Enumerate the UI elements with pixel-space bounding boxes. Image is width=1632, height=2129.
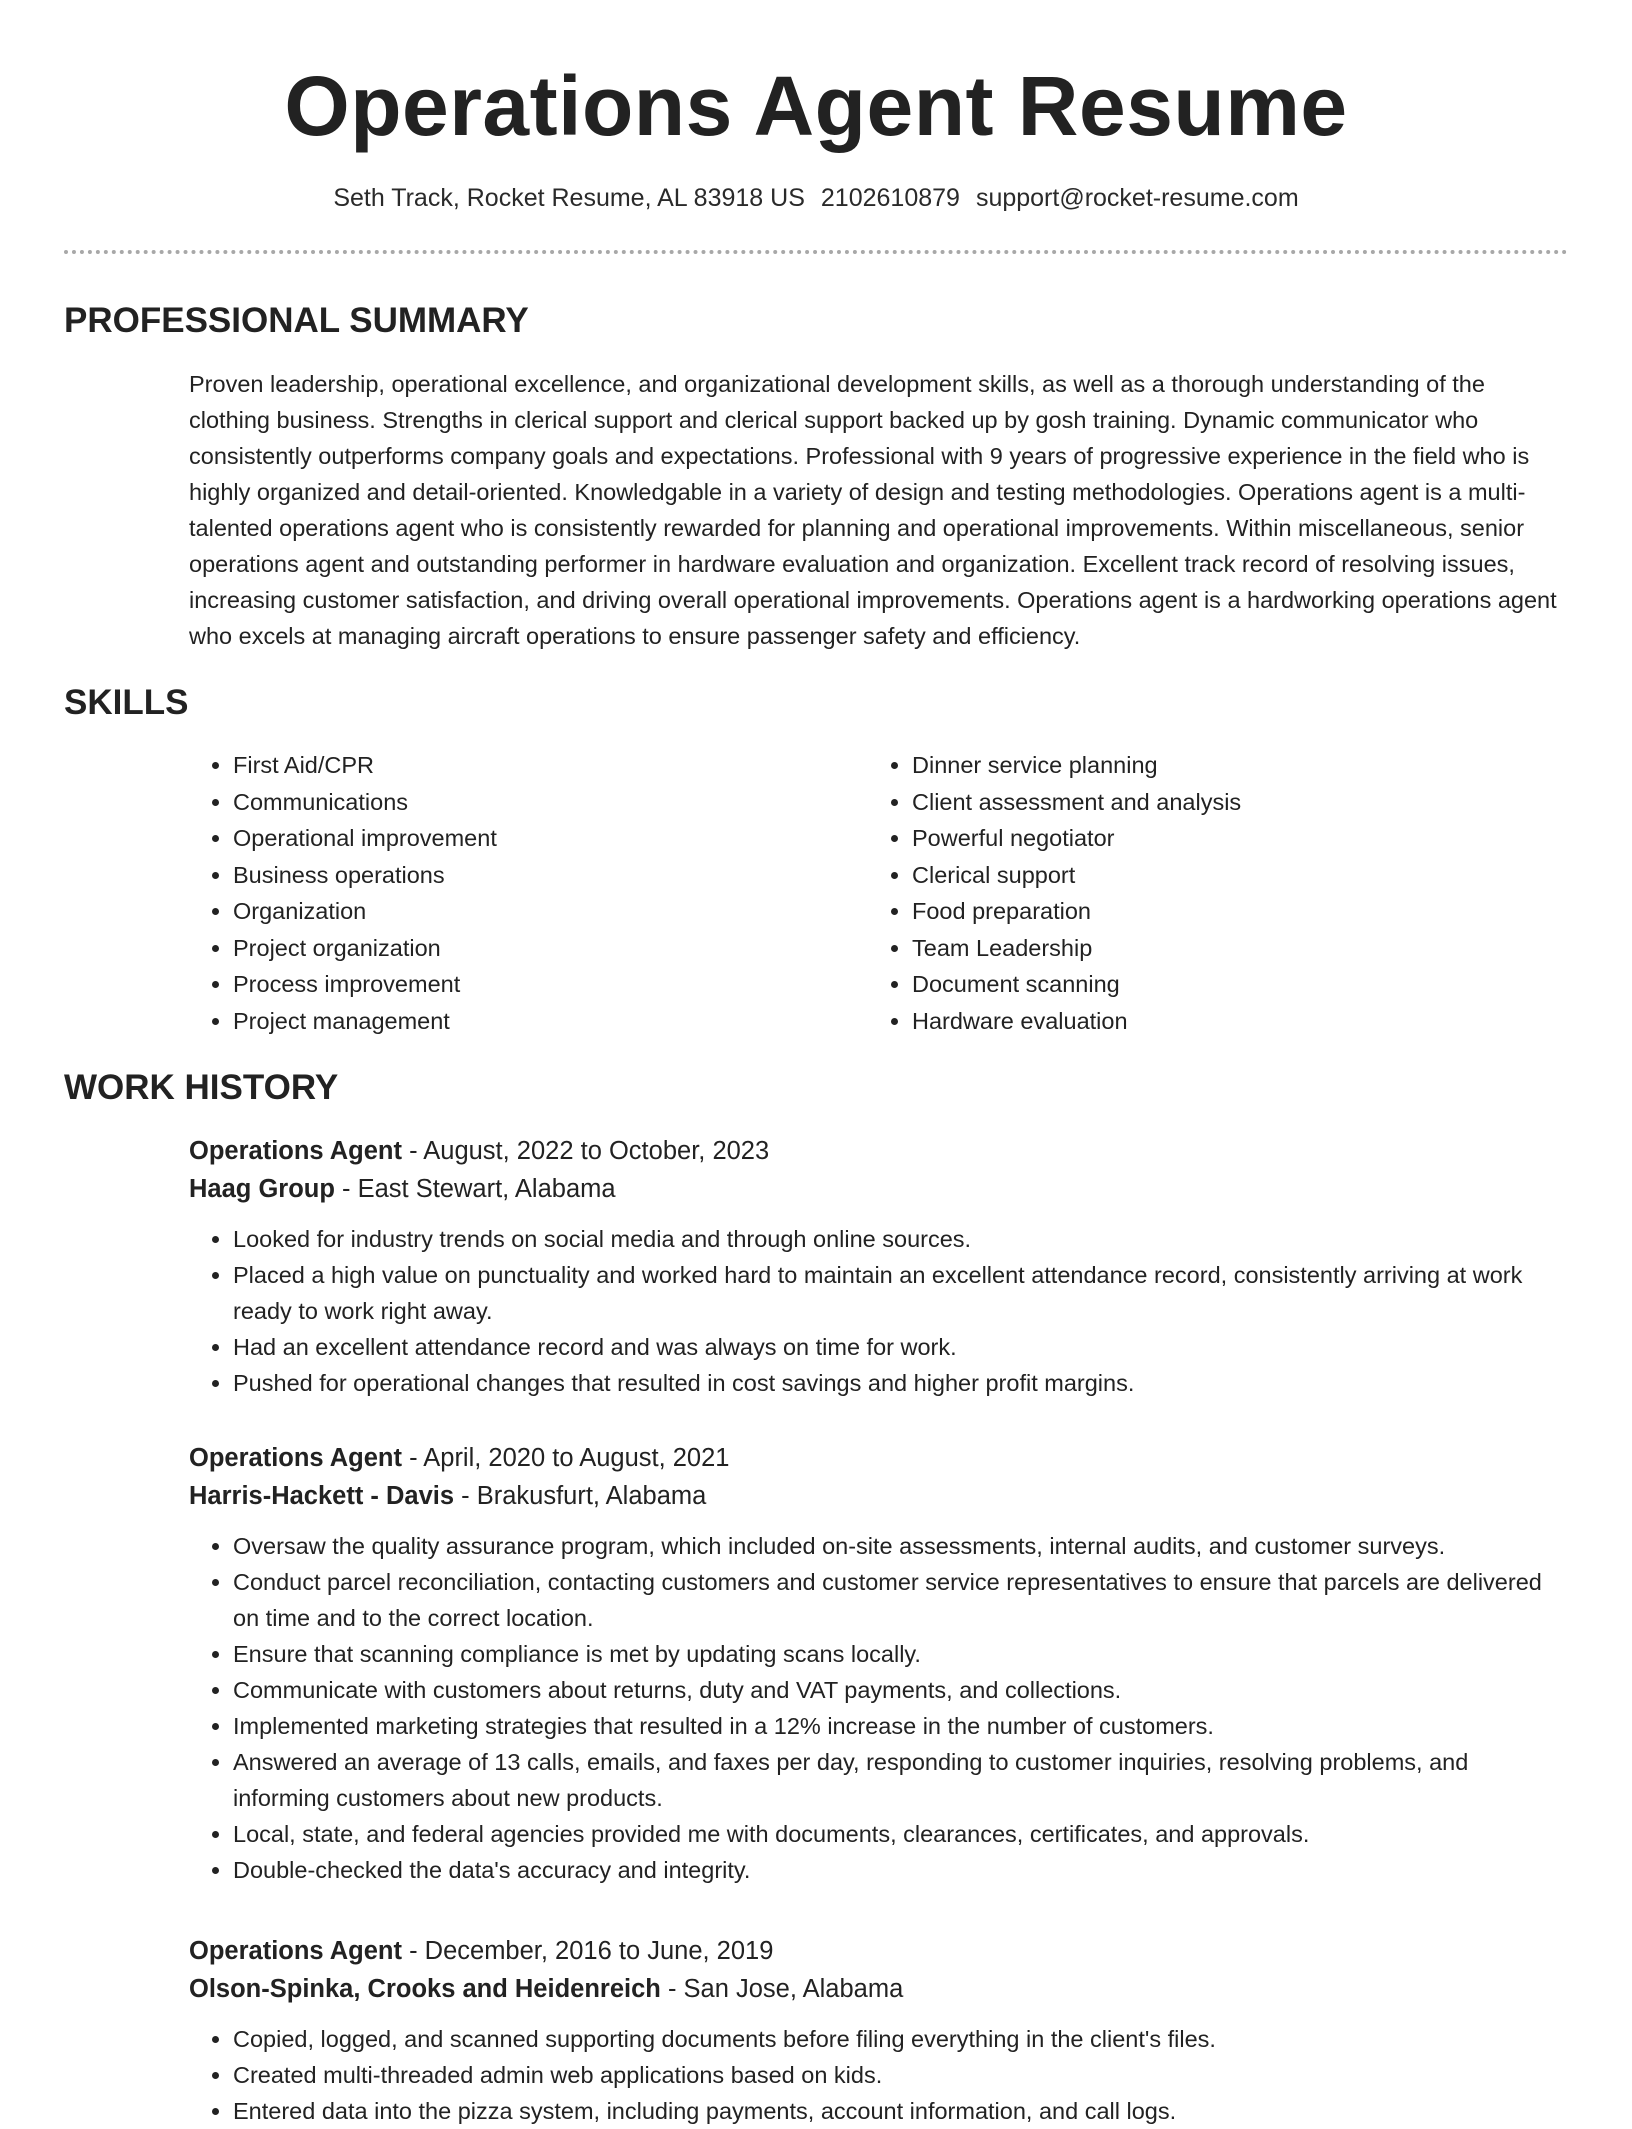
contact-email: support@rocket-resume.com — [975, 184, 1299, 212]
job-bullet: • Oversaw the quality assurance program, which included on-site assessments, internal audits, and customer surveys. — [233, 1528, 1569, 1564]
job-company-line — [189, 1477, 1569, 1515]
skill-item: • Project organization — [233, 930, 833, 967]
job-bullet: • Created multi-threaded admin web applications based on kids. — [233, 2057, 1569, 2093]
job-bullet: • Local, state, and federal agencies provided me with documents, clearances, certificates, and approvals. — [233, 1816, 1569, 1852]
skill-item: • Powerful negotiator — [912, 820, 1552, 857]
job-company: Harris-Hackett - Davis — [189, 1482, 455, 1510]
job-company: Olson-Spinka, Crooks and Heidenreich — [189, 1975, 661, 2003]
skill-item: • First Aid/CPR — [233, 747, 833, 784]
job-bullet: • Conduct parcel reconciliation, contacting customers and customer service representatives to ensure that parcels are delivered on time and to the correct location. — [233, 1564, 1569, 1636]
job-dates: - December, 2016 to June, 2019 — [402, 1937, 774, 1965]
contact-phone: 2102610879 — [820, 184, 960, 212]
job-bullet: • Implemented marketing strategies that resulted in a 12% increase in the number of customers. — [233, 1708, 1569, 1744]
job-bullet: • Answered an average of 13 calls, emails, and faxes per day, responding to customer inquiries, resolving problems, and informing customers about new products. — [233, 1744, 1569, 1816]
skill-item: • Organization — [233, 893, 833, 930]
job-bullet: • Communicate with customers about returns, duty and VAT payments, and collections. — [233, 1672, 1569, 1708]
job-bullet: • Copied, logged, and scanned supporting documents before filing everything in the client's files. — [233, 2021, 1569, 2057]
skill-item: • Document scanning — [912, 966, 1552, 1003]
job-entry — [189, 1932, 1569, 2129]
skill-item: • Process improvement — [233, 966, 833, 1003]
job-title: Operations Agent — [189, 1137, 402, 1165]
job-entry — [189, 1439, 1569, 1888]
skills-list-right — [868, 747, 1552, 1039]
job-title: Operations Agent — [189, 1444, 402, 1472]
contact-address: Seth Track, Rocket Resume, AL 83918 US — [333, 184, 805, 212]
job-bullet: • Entered data into the pizza system, including payments, account information, and call logs. — [233, 2093, 1569, 2129]
header-divider — [64, 250, 1568, 254]
job-title-line — [189, 1132, 1569, 1170]
job-company: Haag Group — [189, 1175, 335, 1203]
skill-item: • Project management — [233, 1003, 833, 1040]
skill-item: • Clerical support — [912, 857, 1552, 894]
job-location: - San Jose, Alabama — [660, 1975, 904, 2003]
job-location: - East Stewart, Alabama — [334, 1175, 616, 1203]
job-bullet: • Pushed for operational changes that resulted in cost savings and higher profit margins. — [233, 1365, 1569, 1401]
skill-item: • Food preparation — [912, 893, 1552, 930]
job-location: - Brakusfurt, Alabama — [454, 1482, 707, 1510]
job-entry — [189, 1132, 1569, 1401]
summary-heading: PROFESSIONAL SUMMARY — [64, 301, 529, 340]
job-title-line — [189, 1439, 1569, 1477]
job-bullet: • Double-checked the data's accuracy and integrity. — [233, 1852, 1569, 1888]
job-dates: - August, 2022 to October, 2023 — [402, 1137, 770, 1165]
job-bullets — [189, 1221, 1569, 1401]
contact-line — [0, 180, 1632, 216]
skill-item: • Client assessment and analysis — [912, 784, 1552, 821]
job-title: Operations Agent — [189, 1937, 402, 1965]
job-bullets — [189, 2021, 1569, 2129]
job-bullet: • Ensure that scanning compliance is met by updating scans locally. — [233, 1636, 1569, 1672]
job-title-line — [189, 1932, 1569, 1970]
job-bullet: • Looked for industry trends on social media and through online sources. — [233, 1221, 1569, 1257]
skill-item: • Team Leadership — [912, 930, 1552, 967]
skill-item: • Business operations — [233, 857, 833, 894]
skill-item: • Dinner service planning — [912, 747, 1552, 784]
skill-item: • Communications — [233, 784, 833, 821]
skill-item: • Operational improvement — [233, 820, 833, 857]
job-company-line — [189, 1170, 1569, 1208]
summary-text: Proven leadership, operational excellence, and organizational development skills, as well as a thorough understanding of the clothing business. Strengths in clerical support and clerical support backed up by gosh training. Dynamic communicator who consistently outperforms company goals and expectations. Professional with 9 years of progressive experience in the field who is highly organized and detail-oriented. Knowledgable in a variety of design and testing methodologies. Operations agent is a multi-talented operations agent who is consistently rewarded for planning and operational improvements. Within miscellaneous, senior operations agent and outstanding performer in hardware evaluation and organization. Excellent track record of resolving issues, increasing customer satisfaction, and driving overall operational improvements. Operations agent is a hardworking operations agent who excels at managing aircraft operations to ensure passenger safety and efficiency. — [189, 371, 1557, 649]
job-bullet: • Had an excellent attendance record and was always on time for work. — [233, 1329, 1569, 1365]
skills-heading: SKILLS — [64, 683, 189, 722]
job-bullet: • Placed a high value on punctuality and worked hard to maintain an excellent attendance record, consistently arriving at work ready to work right away. — [233, 1257, 1569, 1329]
job-bullets — [189, 1528, 1569, 1888]
skills-list-left — [189, 747, 833, 1039]
resume-title: Operations Agent Resume — [284, 59, 1348, 153]
job-company-line — [189, 1970, 1569, 2008]
job-dates: - April, 2020 to August, 2021 — [402, 1444, 730, 1472]
work-history-heading: WORK HISTORY — [64, 1068, 339, 1107]
skill-item: • Hardware evaluation — [912, 1003, 1552, 1040]
